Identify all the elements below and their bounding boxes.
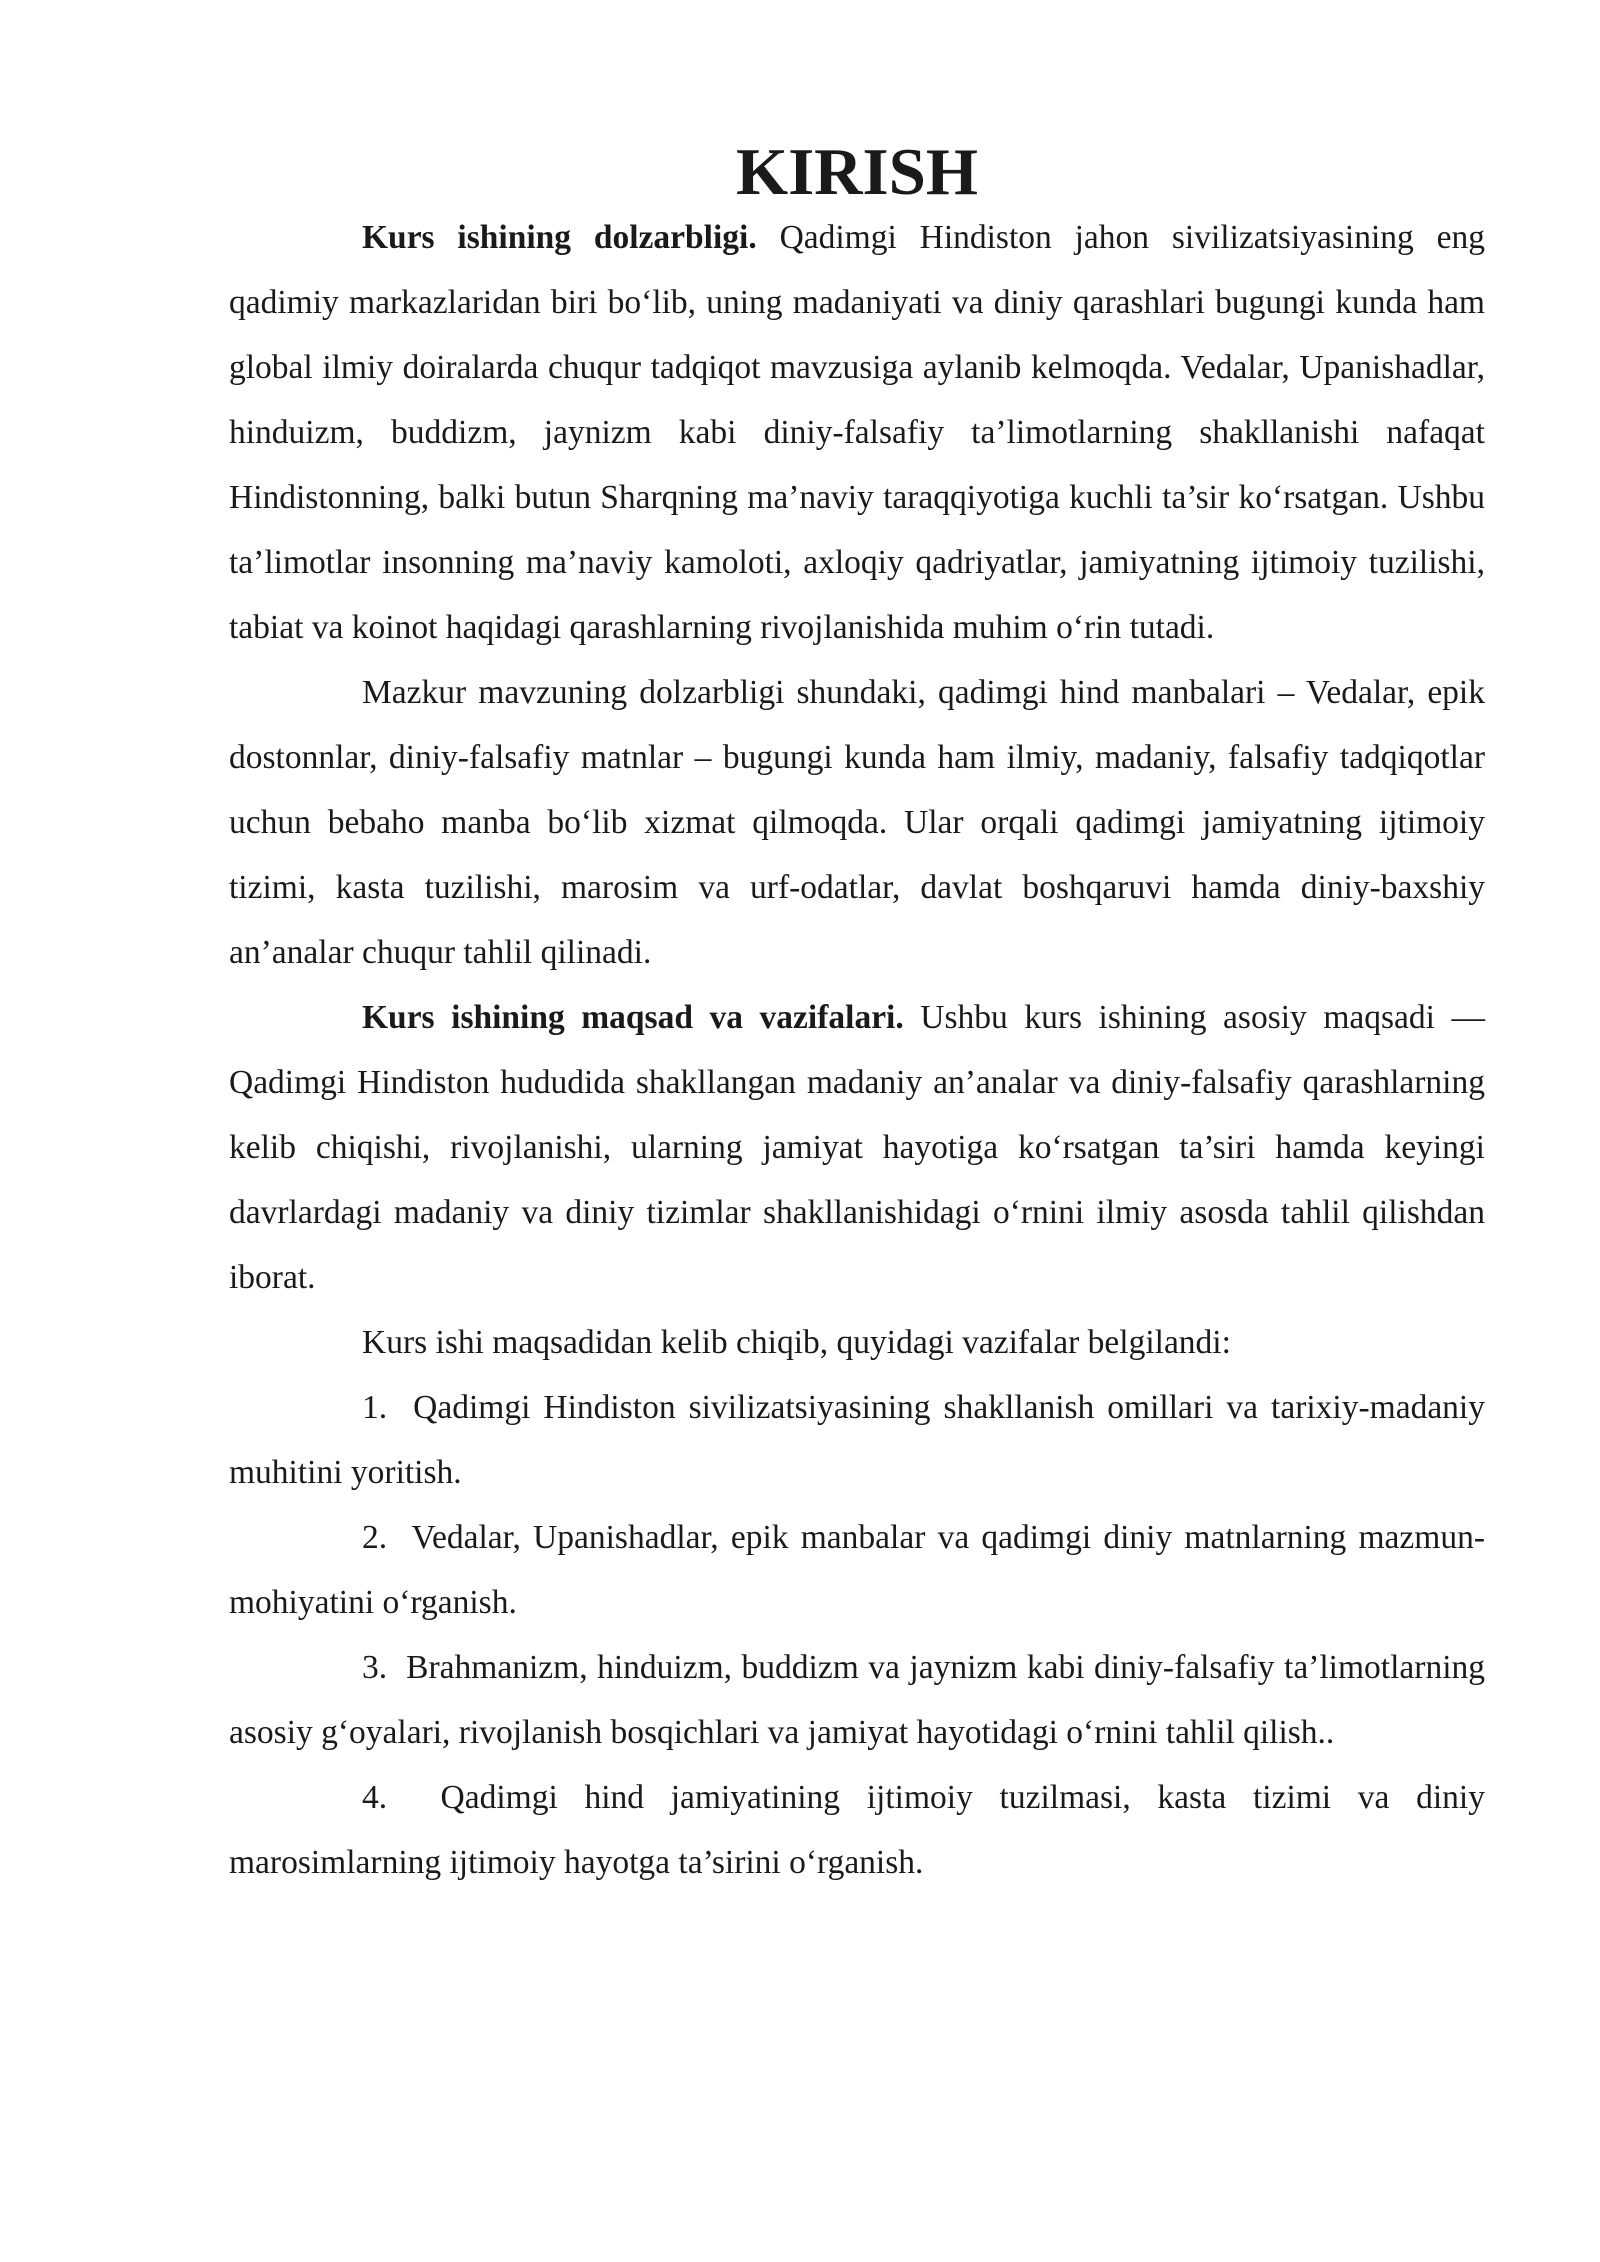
list-item-text: Brahmanizm, hinduizm, buddizm va jaynizm kabi diniy-falsafiy ta’limotlarning asosiy g‘oyalari, rivojlanish bosqichlari va jamiyat hayotidagi o‘rnini tahlil qilish.. xyxy=(229,1649,1485,1751)
paragraph-relevance-continued: Mazkur mavzuning dolzarbligi shundaki, qadimgi hind manbalari – Vedalar, epik dostonnlar, diniy-falsafiy matnlar – bugungi kunda ham ilmiy, madaniy, falsafiy tadqiqotlar uchun bebaho manba bo‘lib xizmat qilmoqda. Ular orqali qadimgi jamiyatning ijtimoiy tizimi, kasta tuzilishi, marosim va urf-odatlar, davlat boshqaruvi hamda diniy-baxshiy an’analar chuqur tahlil qilinadi. xyxy=(229,674,1485,971)
list-item-task-1 xyxy=(229,1375,1485,1505)
paragraph-relevance xyxy=(229,205,1485,660)
list-item-task-4 xyxy=(229,1765,1485,1895)
list-item-number: 2. xyxy=(362,1519,388,1556)
paragraph-goals-text: Ushbu kurs ishining asosiy maqsadi — Qadimgi Hindiston hududida shakllangan madaniy an’analar va diniy-falsafiy qarashlarning kelib chiqishi, rivojlanishi, ularning jamiyat hayotiga ko‘rsatgan ta’siri hamda keyingi davrlardagi madaniy va diniy tizimlar shakllanishidagi o‘rnini ilmiy asosda tahlil qilishdan iborat. xyxy=(229,999,1486,1296)
list-item-task-3 xyxy=(229,1635,1485,1765)
page-title: KIRISH xyxy=(735,135,979,209)
list-item-text: Qadimgi Hindiston sivilizatsiyasining shakllanish omillari va tarixiy-madaniy muhitini yoritish. xyxy=(229,1389,1485,1491)
tasks-intro: Kurs ishi maqsadidan kelib chiqib, quyidagi vazifalar belgilandi: xyxy=(362,1324,1231,1361)
paragraph-relevance-text: Qadimgi Hindiston jahon sivilizatsiyasining eng qadimiy markazlaridan biri bo‘lib, uning madaniyati va diniy qarashlari bugungi kunda ham global ilmiy doiralarda chuqur tadqiqot mavzusiga aylanib kelmoqda. Vedalar, Upanishadlar, hinduizm, buddizm, jaynizm kabi diniy-falsafiy ta’limotlarning shakllanishi nafaqat Hindistonning, balki butun Sharqning ma’naviy taraqqiyotiga kuchli ta’sir ko‘rsatgan. Ushbu ta’limotlar insonning ma’naviy kamoloti, axloqiy qadriyatlar, jamiyatning ijtimoiy tuzilishi, tabiat va koinot haqidagi qarashlarning rivojlanishida muhim o‘rin tutadi. xyxy=(229,219,1485,646)
list-item-text: Vedalar, Upanishadlar, epik manbalar va qadimgi diniy matnlarning mazmun-mohiyatini o‘rganish. xyxy=(229,1519,1485,1621)
list-item-text: Qadimgi hind jamiyatining ijtimoiy tuzilmasi, kasta tizimi va diniy marosimlarning ijtimoiy hayotga ta’sirini o‘rganish. xyxy=(229,1779,1485,1881)
list-item-task-2 xyxy=(229,1505,1485,1635)
list-item-number: 4. xyxy=(362,1779,388,1816)
section-heading-relevance: Kurs ishining dolzarbligi. xyxy=(362,219,757,256)
document-body xyxy=(229,135,1486,1895)
list-item-number: 1. xyxy=(362,1389,388,1426)
list-item-number: 3. xyxy=(362,1649,388,1686)
section-heading-goals: Kurs ishining maqsad va vazifalari. xyxy=(362,999,904,1036)
paragraph-goals xyxy=(229,985,1485,1310)
